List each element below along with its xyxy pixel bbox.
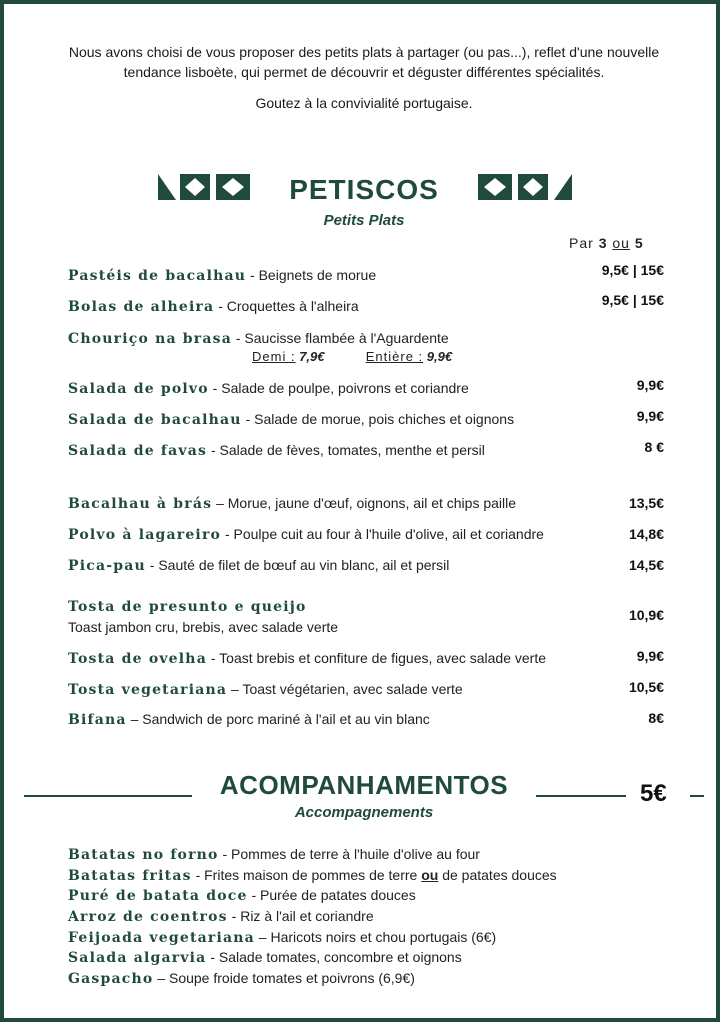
item-price: 14,8€	[628, 526, 664, 542]
item-price: 10,9€	[628, 607, 664, 623]
intro-paragraph: Nous avons choisi de vous proposer des petits plats à partager (ou pas...), reflet d'une nouvelle tendance lisboète, qui permet de découvrir et déguster différentes spécialités.	[68, 44, 660, 80]
item-price: 9,9€	[636, 408, 664, 424]
item-price: 8 €	[644, 439, 664, 455]
menu-item: Pica-pau - Sauté de filet de bœuf au vin blanc, ail et persil	[68, 557, 450, 574]
menu-item: Tosta vegetariana – Toast végétarien, avec salade verte	[68, 681, 463, 698]
menu-item: Bolas de alheira - Croquettes à l'alheira	[68, 298, 359, 315]
petiscos-header	[4, 172, 720, 212]
side-item: Arroz de coentros - Riz à l'ail et coriandre	[68, 908, 374, 925]
item-price: 9,5€ | 15€	[601, 262, 664, 278]
item-price: 14,5€	[628, 557, 664, 573]
menu-item: Chouriço na brasa - Saucisse flambée à l'Aguardente	[68, 330, 449, 347]
section-subtitle-petiscos: Petits Plats	[323, 212, 405, 229]
acompanhamentos-header	[4, 768, 720, 808]
intro-text	[44, 42, 684, 113]
section-title-petiscos: PETISCOS	[289, 174, 439, 205]
item-price: 9,5€ | 15€	[601, 292, 664, 308]
item-price: 10,5€	[628, 679, 664, 695]
side-item: Feijoada vegetariana – Haricots noirs et chou portugais (6€)	[68, 929, 497, 946]
side-item: Puré de batata doce - Purée de patates douces	[68, 887, 416, 904]
menu-item-description: Toast jambon cru, brebis, avec salade verte	[68, 619, 339, 635]
chourico-portions: Demi : 7,9€ Entière : 9,9€	[252, 349, 453, 364]
menu-item: Polvo à lagareiro - Poulpe cuit au four à l'huile d'olive, ail et coriandre	[68, 526, 544, 543]
menu-item: Salada de polvo - Salade de poulpe, poivrons et coriandre	[68, 380, 469, 397]
menu-item: Salada de favas - Salade de fèves, tomates, menthe et persil	[68, 442, 485, 459]
side-item: Salada algarvia - Salade tomates, concombre et oignons	[68, 949, 462, 966]
item-price: 8€	[648, 710, 664, 726]
side-item: Batatas fritas - Frites maison de pommes de terre ou de patates douces	[68, 867, 557, 884]
menu-item: Pastéis de bacalhau - Beignets de morue	[68, 267, 377, 284]
side-item: Gaspacho – Soupe froide tomates et poivrons (6,9€)	[68, 970, 415, 987]
menu-item: Salada de bacalhau - Salade de morue, pois chiches et oignons	[68, 411, 515, 428]
portion-note: Par 3 ou 5	[569, 235, 644, 251]
menu-item: Bifana – Sandwich de porc mariné à l'ail et au vin blanc	[68, 711, 430, 728]
item-price: 9,9€	[636, 648, 664, 664]
menu-item: Tosta de presunto e queijo	[68, 599, 307, 615]
intro-tagline: Goutez à la convivialité portugaise.	[255, 95, 473, 111]
menu-item: Bacalhau à brás – Morue, jaune d'œuf, oignons, ail et chips paille	[68, 495, 517, 512]
section-subtitle-acompanhamentos: Accompagnements	[294, 804, 434, 821]
section-title-acompanhamentos: ACOMPANHAMENTOS	[219, 770, 509, 800]
acompanhamentos-price: 5€	[640, 780, 667, 807]
item-price: 13,5€	[628, 495, 664, 511]
side-item: Batatas no forno - Pommes de terre à l'huile d'olive au four	[68, 846, 480, 863]
menu-item: Tosta de ovelha - Toast brebis et confiture de figues, avec salade verte	[68, 650, 547, 667]
item-price: 9,9€	[636, 377, 664, 393]
